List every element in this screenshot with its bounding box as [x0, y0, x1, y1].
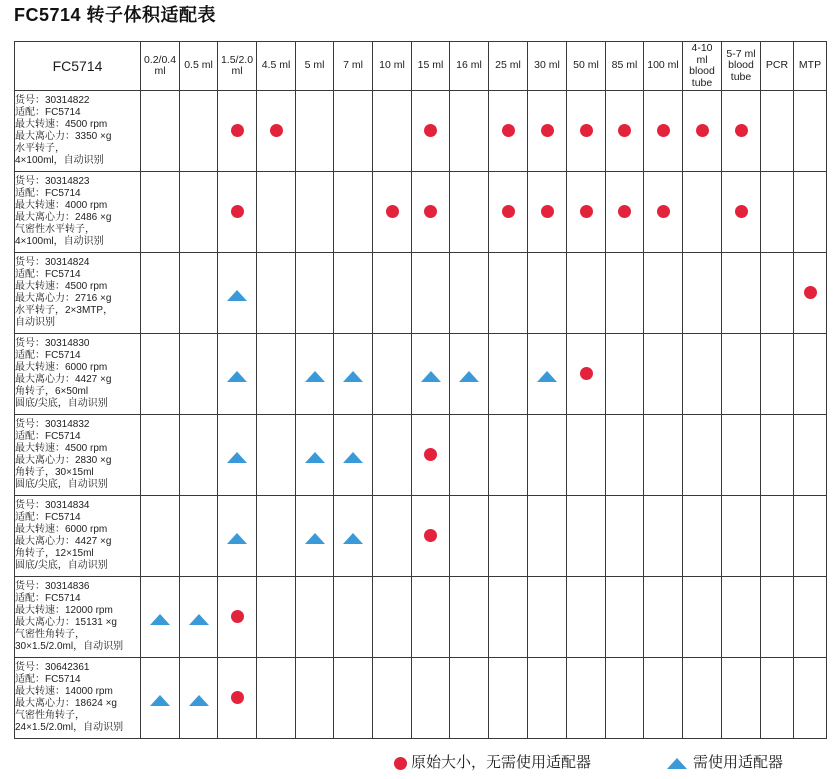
red-dot-icon: [394, 757, 407, 770]
table-cell: [180, 334, 218, 415]
table-cell: [528, 334, 567, 415]
table-cell: [794, 496, 827, 577]
table-cell: [296, 172, 334, 253]
rotor-info-line: 30×1.5/2.0ml，自动识别: [15, 641, 124, 652]
red-dot-icon: [657, 205, 670, 218]
blue-triangle-icon: [189, 695, 209, 706]
table-cell: [334, 415, 373, 496]
table-cell: [257, 415, 296, 496]
rotor-info-line: 最大离心力：15131 ×g: [15, 617, 117, 628]
table-cell: [141, 172, 180, 253]
table-cell: [296, 415, 334, 496]
blue-triangle-icon: [343, 533, 363, 544]
column-header: 4.5 ml: [257, 42, 296, 91]
table-cell: [683, 334, 722, 415]
rotor-info-line: 最大转速：12000 rpm: [15, 605, 113, 616]
table-cell: [794, 334, 827, 415]
table-cell: [683, 577, 722, 658]
rotor-info-line: 角转子，12×15ml: [15, 548, 94, 559]
rotor-info-line: 水平转子，2×3MTP，: [15, 305, 114, 316]
table-cell: [489, 658, 528, 739]
rotor-volume-table: [14, 41, 827, 739]
table-cell: [722, 415, 761, 496]
blue-triangle-icon: [227, 533, 247, 544]
rotor-info-line: 气密性角转子，: [15, 710, 85, 721]
table-row: [15, 577, 827, 658]
table-cell: [683, 496, 722, 577]
table-cell: [567, 334, 606, 415]
table-cell: [644, 415, 683, 496]
table-cell: [296, 253, 334, 334]
red-dot-icon: [657, 124, 670, 137]
table-cell: [334, 91, 373, 172]
table-cell: [373, 253, 412, 334]
table-cell: [334, 577, 373, 658]
table-cell: [606, 415, 644, 496]
rotor-info-line: 适配：FC5714: [15, 593, 81, 604]
column-header: 10 ml: [373, 42, 412, 91]
table-cell: [450, 658, 489, 739]
table-cell: [644, 172, 683, 253]
red-dot-icon: [231, 610, 244, 623]
red-dot-icon: [231, 691, 244, 704]
rotor-info-line: 角转子，30×15ml: [15, 467, 94, 478]
table-cell: [489, 334, 528, 415]
table-cell: [257, 253, 296, 334]
blue-triangle-icon: [343, 452, 363, 463]
rotor-info-line: 最大离心力：4427 ×g: [15, 374, 112, 385]
table-cell: [373, 91, 412, 172]
rotor-info-line: 圆底/尖底，自动识别: [15, 479, 108, 490]
table-cell: [412, 253, 450, 334]
table-cell: [722, 496, 761, 577]
table-cell: [412, 496, 450, 577]
red-dot-icon: [270, 124, 283, 137]
table-cell: [141, 415, 180, 496]
table-cell: [180, 577, 218, 658]
table-cell: [412, 334, 450, 415]
column-header: 1.5/2.0 ml: [218, 42, 257, 91]
table-cell: [180, 253, 218, 334]
rotor-info-line: 货号：30314834: [15, 500, 90, 511]
table-cell: [141, 91, 180, 172]
blue-triangle-icon: [537, 371, 557, 382]
table-cell: [296, 577, 334, 658]
column-header: 85 ml: [606, 42, 644, 91]
table-cell: [528, 496, 567, 577]
red-dot-icon: [231, 124, 244, 137]
table-cell: [450, 334, 489, 415]
table-cell: [528, 91, 567, 172]
rotor-info-line: 适配：FC5714: [15, 188, 81, 199]
table-cell: [683, 172, 722, 253]
column-header: 100 ml: [644, 42, 683, 91]
rotor-info-line: 最大离心力：2486 ×g: [15, 212, 112, 223]
legend-label: 原始大小，无需使用适配器: [411, 754, 592, 771]
table-cell: [412, 577, 450, 658]
table-cell: [606, 172, 644, 253]
table-cell: [373, 415, 412, 496]
red-dot-icon: [424, 205, 437, 218]
rotor-info-line: 圆底/尖底，自动识别: [15, 560, 108, 571]
table-cell: [794, 91, 827, 172]
rotor-info-line: 4×100ml，自动识别: [15, 155, 104, 166]
table-cell: [141, 253, 180, 334]
blue-triangle-icon: [667, 758, 687, 769]
table-cell: [334, 253, 373, 334]
column-header: 50 ml: [567, 42, 606, 91]
table-cell: [257, 658, 296, 739]
header-row: [15, 42, 827, 91]
table-cell: [794, 253, 827, 334]
table-cell: [412, 172, 450, 253]
blue-triangle-icon: [150, 695, 170, 706]
blue-triangle-icon: [189, 614, 209, 625]
red-dot-icon: [502, 124, 515, 137]
table-cell: [180, 91, 218, 172]
table-cell: [528, 577, 567, 658]
column-header: 5 ml: [296, 42, 334, 91]
table-cell: [644, 496, 683, 577]
table-cell: [489, 172, 528, 253]
table-cell: [761, 577, 794, 658]
column-header: 15 ml: [412, 42, 450, 91]
table-cell: [218, 415, 257, 496]
table-cell: [567, 577, 606, 658]
rotor-info-line: 最大转速：14000 rpm: [15, 686, 113, 697]
table-cell: [218, 172, 257, 253]
table-row: [15, 496, 827, 577]
red-dot-icon: [580, 367, 593, 380]
rotor-info-line: 角转子，6×50ml: [15, 386, 89, 397]
red-dot-icon: [424, 448, 437, 461]
rotor-info-line: 最大离心力：3350 ×g: [15, 131, 112, 142]
table-cell: [528, 415, 567, 496]
column-header: 7 ml: [334, 42, 373, 91]
rotor-info-line: 适配：FC5714: [15, 512, 81, 523]
table-row: [15, 334, 827, 415]
rotor-info-line: 适配：FC5714: [15, 107, 81, 118]
table-cell: [218, 253, 257, 334]
table-cell: [334, 658, 373, 739]
red-dot-icon: [618, 205, 631, 218]
table-cell: [644, 91, 683, 172]
table-cell: [373, 577, 412, 658]
table-cell: [257, 91, 296, 172]
table-cell: [450, 577, 489, 658]
table-cell: [644, 658, 683, 739]
column-header: 4-10 ml blood tube: [683, 42, 722, 91]
table-cell: [567, 496, 606, 577]
blue-triangle-icon: [343, 371, 363, 382]
red-dot-icon: [541, 124, 554, 137]
table-cell: [180, 415, 218, 496]
rotor-info-line: 气密性角转子，: [15, 629, 85, 640]
table-cell: [450, 172, 489, 253]
table-cell: [794, 415, 827, 496]
table-cell: [761, 496, 794, 577]
rotor-info-line: 24×1.5/2.0ml，自动识别: [15, 722, 124, 733]
rotor-info-cell: [15, 658, 141, 739]
table-cell: [489, 577, 528, 658]
table-cell: [528, 658, 567, 739]
table-cell: [218, 577, 257, 658]
table-row: [15, 253, 827, 334]
rotor-info-line: 最大转速：6000 rpm: [15, 524, 108, 535]
table-cell: [450, 496, 489, 577]
table-cell: [606, 253, 644, 334]
table-cell: [296, 91, 334, 172]
table-cell: [334, 496, 373, 577]
table-body: [15, 91, 827, 739]
table-cell: [567, 172, 606, 253]
red-dot-icon: [735, 124, 748, 137]
column-header: PCR: [761, 42, 794, 91]
rotor-info-line: 最大转速：4500 rpm: [15, 443, 108, 454]
table-cell: [761, 91, 794, 172]
table-cell: [257, 577, 296, 658]
rotor-info-line: 最大转速：4000 rpm: [15, 200, 108, 211]
red-dot-icon: [618, 124, 631, 137]
table-cell: [567, 253, 606, 334]
table-cell: [722, 172, 761, 253]
table-row: [15, 415, 827, 496]
table-cell: [218, 334, 257, 415]
table-cell: [567, 91, 606, 172]
table-cell: [296, 496, 334, 577]
rotor-info-line: 货号：30314824: [15, 257, 90, 268]
red-dot-icon: [580, 124, 593, 137]
table-cell: [412, 91, 450, 172]
rotor-info-cell: [15, 253, 141, 334]
rotor-info-line: 最大转速：6000 rpm: [15, 362, 108, 373]
red-dot-icon: [502, 205, 515, 218]
blue-triangle-icon: [227, 452, 247, 463]
rotor-info-line: 最大转速：4500 rpm: [15, 119, 108, 130]
red-dot-icon: [424, 529, 437, 542]
table-cell: [683, 91, 722, 172]
red-dot-icon: [231, 205, 244, 218]
table-cell: [257, 496, 296, 577]
column-header: 25 ml: [489, 42, 528, 91]
table-cell: [141, 577, 180, 658]
table-cell: [567, 415, 606, 496]
table-cell: [606, 334, 644, 415]
legend-item-adapter-required: [667, 753, 783, 773]
table-cell: [141, 334, 180, 415]
column-header: 16 ml: [450, 42, 489, 91]
rotor-info-line: 货号：30314822: [15, 95, 90, 106]
table-cell: [450, 91, 489, 172]
table-cell: [528, 172, 567, 253]
table-cell: [257, 334, 296, 415]
table-cell: [722, 334, 761, 415]
table-row: [15, 172, 827, 253]
table-cell: [794, 577, 827, 658]
blue-triangle-icon: [227, 290, 247, 301]
table-cell: [412, 415, 450, 496]
table-cell: [761, 172, 794, 253]
table-cell: [606, 658, 644, 739]
column-header: 5-7 ml blood tube: [722, 42, 761, 91]
column-header: 30 ml: [528, 42, 567, 91]
table-cell: [606, 577, 644, 658]
table-cell: [761, 658, 794, 739]
table-cell: [450, 253, 489, 334]
red-dot-icon: [735, 205, 748, 218]
table-cell: [794, 658, 827, 739]
blue-triangle-icon: [421, 371, 441, 382]
table-cell: [489, 91, 528, 172]
rotor-info-cell: [15, 577, 141, 658]
table-cell: [606, 91, 644, 172]
rotor-info-line: 适配：FC5714: [15, 431, 81, 442]
table-cell: [141, 658, 180, 739]
page-title: FC5714 转子体积适配表: [14, 5, 217, 25]
rotor-info-cell: [15, 415, 141, 496]
red-dot-icon: [424, 124, 437, 137]
table-cell: [412, 658, 450, 739]
table-cell: [567, 658, 606, 739]
red-dot-icon: [386, 205, 399, 218]
table-cell: [218, 658, 257, 739]
red-dot-icon: [696, 124, 709, 137]
red-dot-icon: [541, 205, 554, 218]
table-cell: [334, 172, 373, 253]
blue-triangle-icon: [305, 533, 325, 544]
table-cell: [334, 334, 373, 415]
rotor-info-line: 货号：30314830: [15, 338, 90, 349]
table-row: [15, 658, 827, 739]
table-cell: [761, 415, 794, 496]
table-cell: [761, 334, 794, 415]
rotor-info-cell: [15, 172, 141, 253]
table-cell: [683, 415, 722, 496]
rotor-info-line: 货号：30314832: [15, 419, 90, 430]
column-header: 0.2/0.4 ml: [141, 42, 180, 91]
red-dot-icon: [580, 205, 593, 218]
table-cell: [141, 496, 180, 577]
table-cell: [722, 253, 761, 334]
rotor-info-line: 水平转子，: [15, 143, 65, 154]
table-cell: [180, 496, 218, 577]
table-cell: [761, 253, 794, 334]
corner-header: FC5714: [15, 42, 141, 91]
table-cell: [489, 415, 528, 496]
table-cell: [218, 91, 257, 172]
rotor-info-cell: [15, 91, 141, 172]
table-cell: [296, 334, 334, 415]
rotor-info-line: 4×100ml，自动识别: [15, 236, 104, 247]
rotor-info-line: 圆底/尖底，自动识别: [15, 398, 108, 409]
table-cell: [644, 334, 683, 415]
table-cell: [373, 172, 412, 253]
table-cell: [683, 253, 722, 334]
table-cell: [450, 415, 489, 496]
table-cell: [296, 658, 334, 739]
rotor-info-line: 最大离心力：2830 ×g: [15, 455, 112, 466]
rotor-info-line: 适配：FC5714: [15, 674, 81, 685]
rotor-info-line: 最大离心力：18624 ×g: [15, 698, 117, 709]
table-cell: [180, 658, 218, 739]
legend-label: 需使用适配器: [693, 754, 784, 771]
rotor-info-line: 货号：30314836: [15, 581, 90, 592]
table-cell: [373, 496, 412, 577]
blue-triangle-icon: [150, 614, 170, 625]
rotor-info-line: 自动识别: [15, 317, 55, 328]
rotor-info-line: 最大离心力：2716 ×g: [15, 293, 112, 304]
table-cell: [373, 334, 412, 415]
rotor-info-line: 适配：FC5714: [15, 269, 81, 280]
table-cell: [489, 496, 528, 577]
table-cell: [644, 577, 683, 658]
blue-triangle-icon: [227, 371, 247, 382]
blue-triangle-icon: [305, 371, 325, 382]
table-cell: [644, 253, 683, 334]
legend-item-original-size: [394, 753, 591, 773]
rotor-info-cell: [15, 334, 141, 415]
table-cell: [218, 496, 257, 577]
blue-triangle-icon: [305, 452, 325, 463]
table-cell: [180, 172, 218, 253]
table-row: [15, 91, 827, 172]
rotor-info-line: 货号：30642361: [15, 662, 90, 673]
rotor-info-line: 最大离心力：4427 ×g: [15, 536, 112, 547]
rotor-info-cell: [15, 496, 141, 577]
table-cell: [683, 658, 722, 739]
table-cell: [257, 172, 296, 253]
rotor-info-line: 气密性水平转子，: [15, 224, 95, 235]
table-cell: [373, 658, 412, 739]
blue-triangle-icon: [459, 371, 479, 382]
table-cell: [722, 577, 761, 658]
table-cell: [722, 91, 761, 172]
column-header: MTP: [794, 42, 827, 91]
table-cell: [794, 172, 827, 253]
rotor-info-line: 适配：FC5714: [15, 350, 81, 361]
table-cell: [528, 253, 567, 334]
table-cell: [722, 658, 761, 739]
rotor-info-line: 最大转速：4500 rpm: [15, 281, 108, 292]
red-dot-icon: [804, 286, 817, 299]
rotor-info-line: 货号：30314823: [15, 176, 90, 187]
table-cell: [489, 253, 528, 334]
table-cell: [606, 496, 644, 577]
column-header: 0.5 ml: [180, 42, 218, 91]
